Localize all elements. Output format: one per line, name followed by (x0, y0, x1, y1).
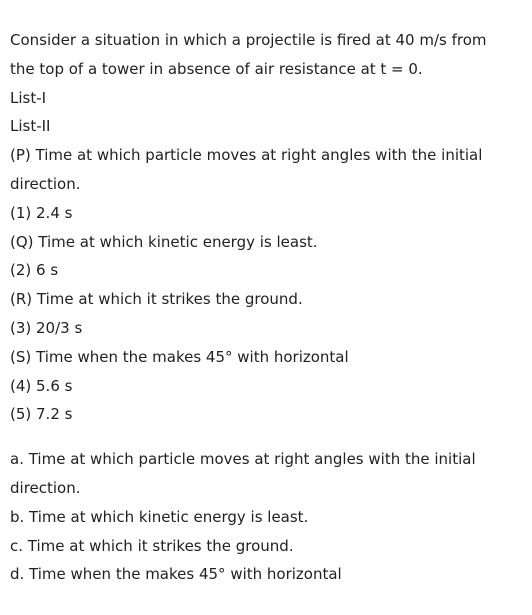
list-item: (S) Time when the makes 45° with horizontal (10, 347, 349, 366)
list-item: (4) 5.6 s (10, 376, 73, 395)
option-a-continued[interactable]: direction. (10, 478, 81, 497)
stem-line: Consider a situation in which a projectile is fired at 40 m/s from (10, 31, 487, 49)
option-d[interactable]: d. Time when the makes 45° with horizontal (10, 565, 342, 584)
question-stem (10, 26, 522, 84)
list-item: (2) 6 s (10, 261, 59, 280)
list-item: (5) 7.2 s (10, 405, 73, 424)
option-a[interactable]: a. Time at which particle moves at right angles with the initial (10, 450, 476, 469)
list-2-label: List-II (10, 117, 51, 136)
list-item: (P) Time at which particle moves at right angles with the initial (10, 146, 483, 165)
option-b[interactable]: b. Time at which kinetic energy is least. (10, 507, 309, 526)
stem-line: the top of a tower in absence of air resistance at t = 0. (10, 59, 423, 78)
list-item: (Q) Time at which kinetic energy is least. (10, 232, 318, 251)
option-c[interactable]: c. Time at which it strikes the ground. (10, 536, 294, 555)
list-item: (1) 2.4 s (10, 203, 73, 222)
match-list (10, 141, 522, 429)
answer-options (10, 445, 522, 589)
list-1-label: List-I (10, 88, 47, 107)
list-item: direction. (10, 174, 81, 193)
list-item: (R) Time at which it strikes the ground. (10, 290, 303, 309)
list-item: (3) 20/3 s (10, 318, 83, 337)
